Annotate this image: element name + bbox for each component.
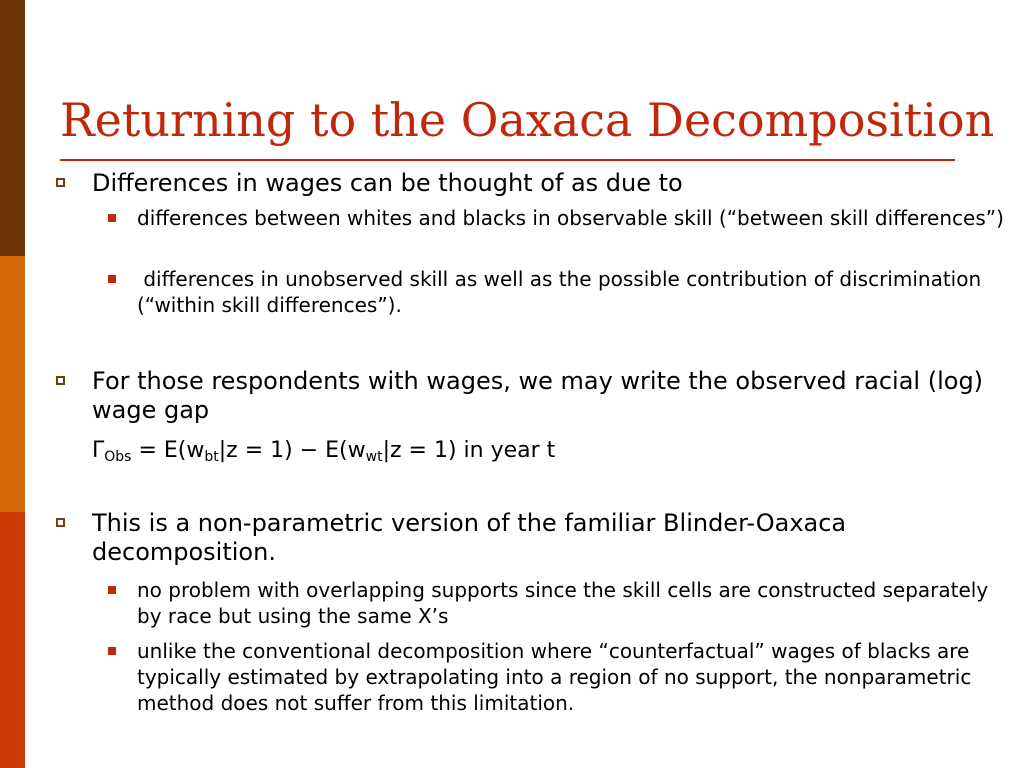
bullet-3-text: This is a non-parametric version of the familiar Blinder-Oaxaca decomposition. [92,509,847,566]
equation-part-1: = E(w [131,438,205,463]
bullet-1-sub-2: differences in unobserved skill as well as the possible contribution of discrimination (“within skill differences”). [137,267,988,317]
equation-part-3: |z = 1) in year t [382,438,556,463]
bullet-filled-square-icon [108,586,116,594]
bullet-filled-square-icon [108,275,116,283]
bullet-1-sub-1: differences between whites and blacks in observable skill (“between skill differences”) [137,206,1004,230]
wage-gap-equation [92,436,555,465]
equation-sub-obs: Obs [104,449,132,465]
equation-sub-bt: bt [204,449,219,465]
bullet-filled-square-icon [108,647,116,655]
bullet-hollow-square-icon [56,518,65,527]
bullet-2-text: For those respondents with wages, we may write the observed racial (log) wage gap [92,367,984,424]
equation-part-2: |z = 1) − E(w [218,438,366,463]
slide-title: Returning to the Oaxaca Decomposition [60,93,995,147]
bullet-filled-square-icon [108,214,116,222]
bullet-hollow-square-icon [56,178,65,187]
bullet-1-text: Differences in wages can be thought of as due to [92,169,683,197]
bullet-3-sub-2: unlike the conventional decomposition where “counterfactual” wages of blacks are typically estimated by extrapolating into a region of no support, the nonparametric method does not suffer from this limitation. [137,639,972,715]
equation-sub-wt: wt [365,449,383,465]
equation-gamma: Γ [92,438,105,463]
bullet-hollow-square-icon [56,376,65,385]
bullet-3-sub-1: no problem with overlapping supports since the skill cells are constructed separately by race but using the same X’s [137,578,989,628]
